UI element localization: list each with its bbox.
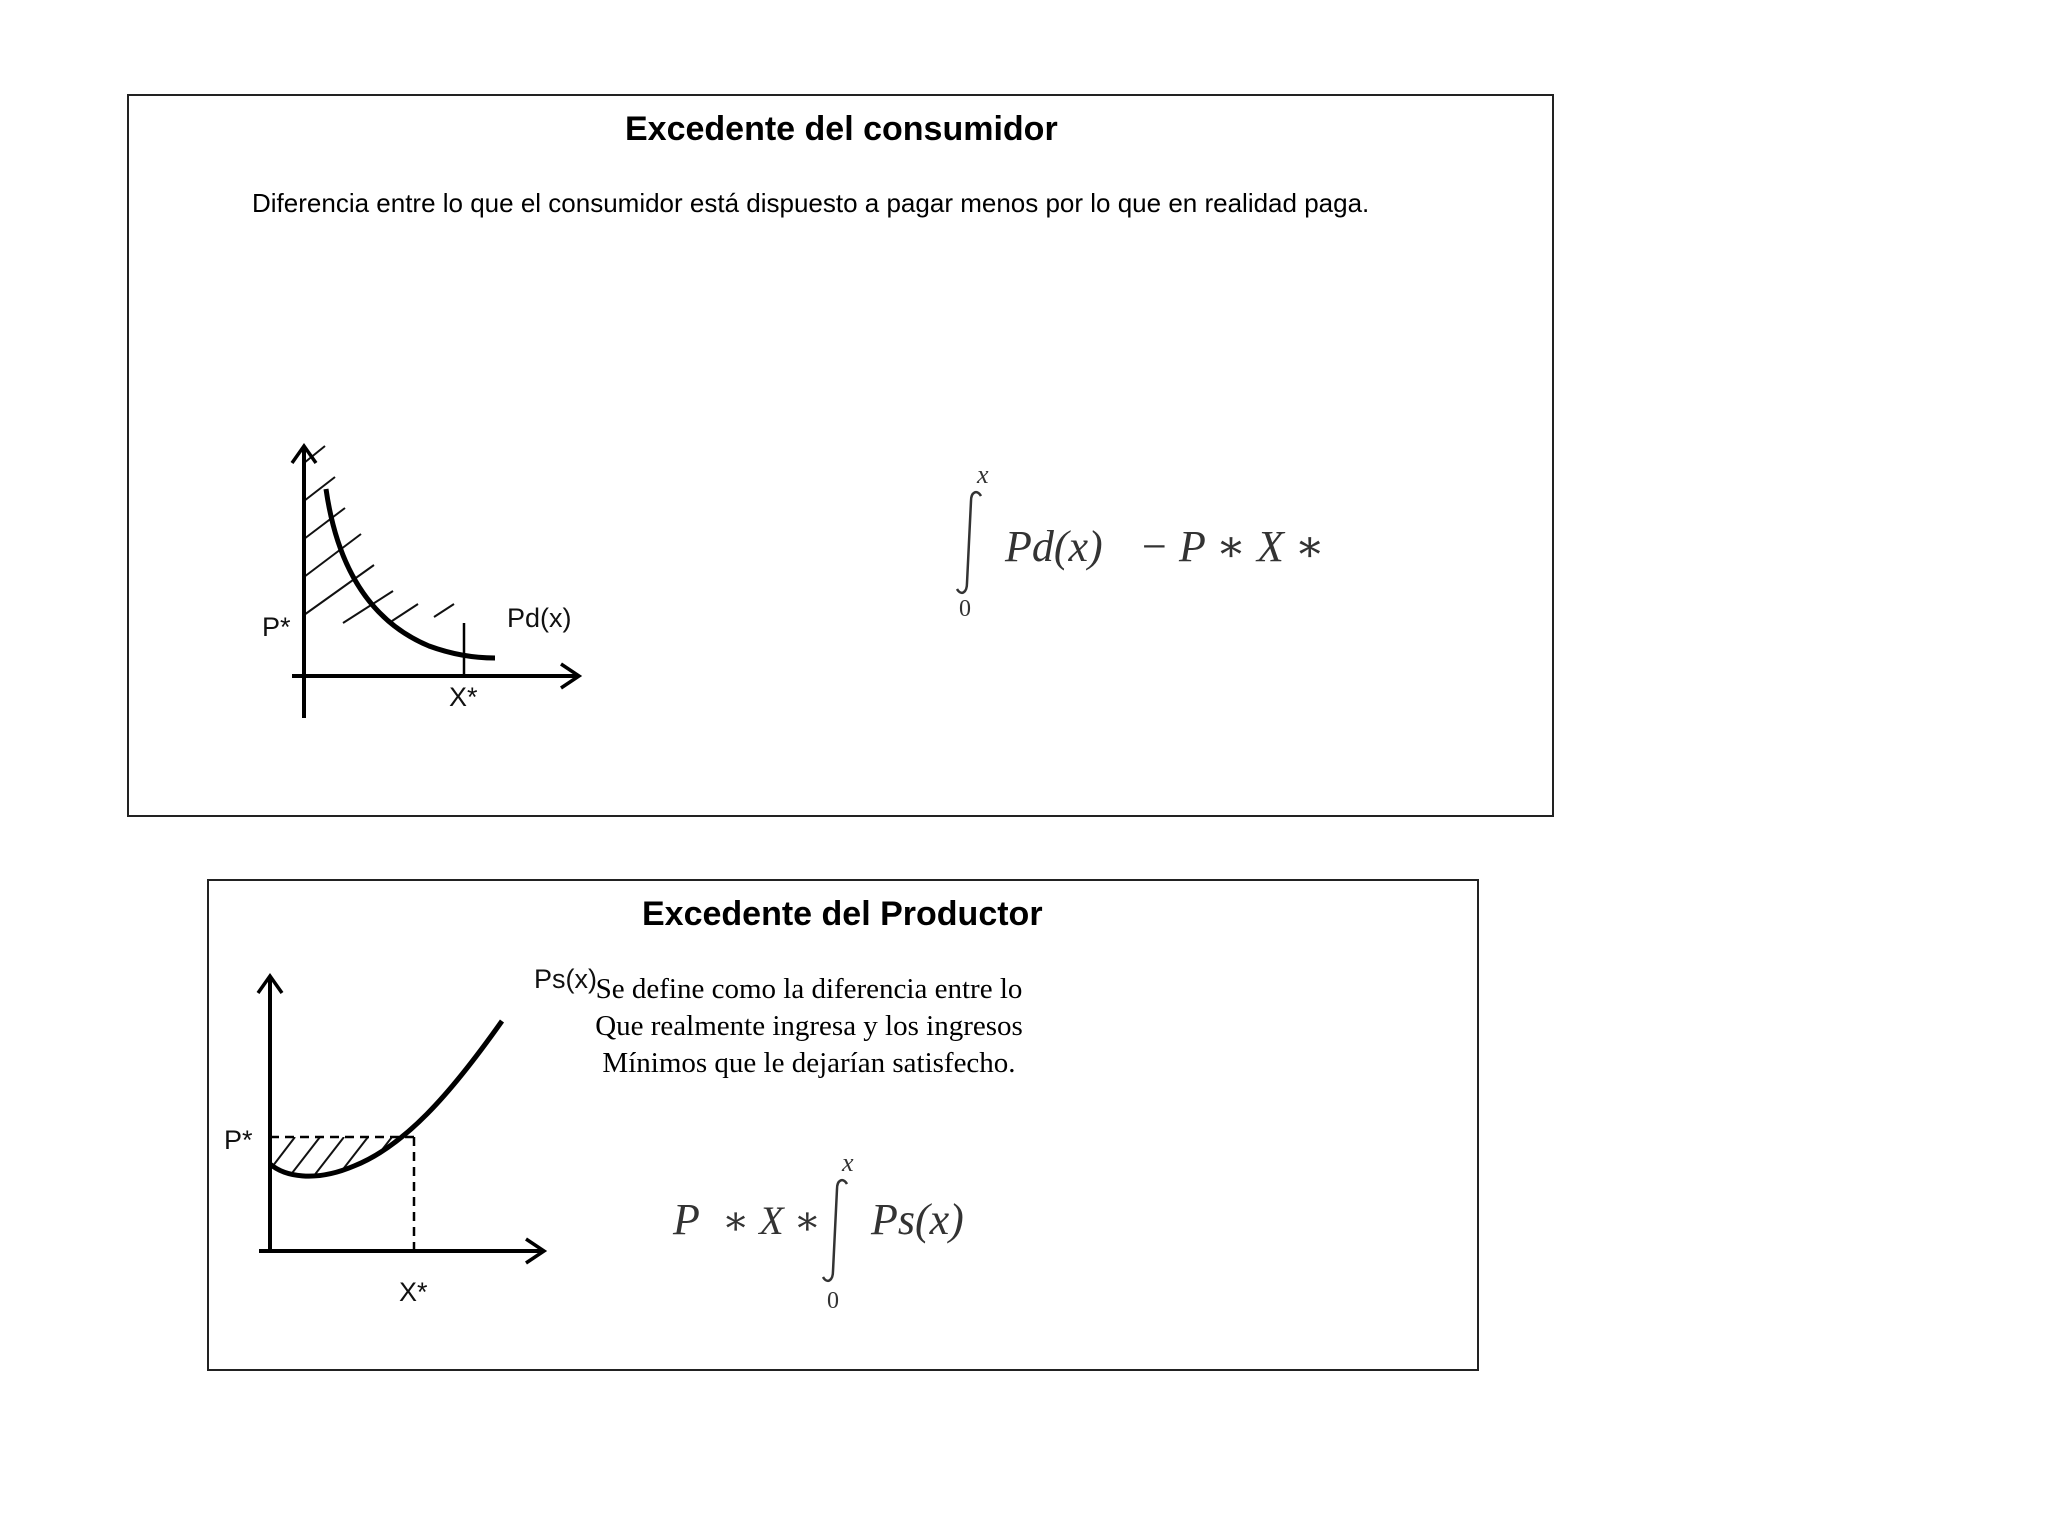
formula-quantity-term: ∗ X ∗ [722, 1198, 821, 1243]
producer-surplus-title: Excedente del Productor [642, 895, 1043, 933]
consumer-surplus-description: Diferencia entre lo que el consumidor está dispuesto a pagar menos por lo que en realidad paga. [252, 188, 1370, 218]
integral-upper-limit: x [842, 1148, 854, 1177]
formula-minus: − [1142, 522, 1167, 571]
demand-curve-label: Pd(x) [507, 603, 572, 633]
formula-price-quantity-term: P ∗ X ∗ [1179, 522, 1325, 571]
formula-price-term: P [673, 1195, 700, 1244]
demand-p-star-label: P* [262, 612, 291, 642]
integral-lower-limit: 0 [959, 596, 971, 622]
formula-supply-term: Ps(x) [871, 1195, 964, 1244]
consumer-surplus-formula [129, 96, 1556, 819]
description-line: Se define como la diferencia entre lo [595, 973, 1023, 1005]
integral-sign [957, 492, 981, 593]
description-line: Que realmente ingresa y los ingresos [595, 1010, 1023, 1042]
demand-x-star-label: X* [449, 682, 478, 712]
consumer-surplus-title: Excedente del consumidor [625, 110, 1058, 148]
producer-surplus-panel [207, 879, 1479, 1371]
producer-surplus-formula [209, 881, 1481, 1373]
integral-sign [823, 1180, 847, 1281]
supply-x-star-label: X* [399, 1277, 428, 1307]
formula-demand-term: Pd(x) [1005, 522, 1103, 571]
description-line: Mínimos que le dejarían satisfecho. [602, 1047, 1016, 1079]
supply-p-star-label: P* [224, 1125, 253, 1155]
integral-lower-limit: 0 [827, 1288, 839, 1314]
supply-curve-label: Ps(x) [534, 964, 597, 994]
integral-upper-limit: x [977, 460, 989, 489]
consumer-surplus-panel [127, 94, 1554, 817]
